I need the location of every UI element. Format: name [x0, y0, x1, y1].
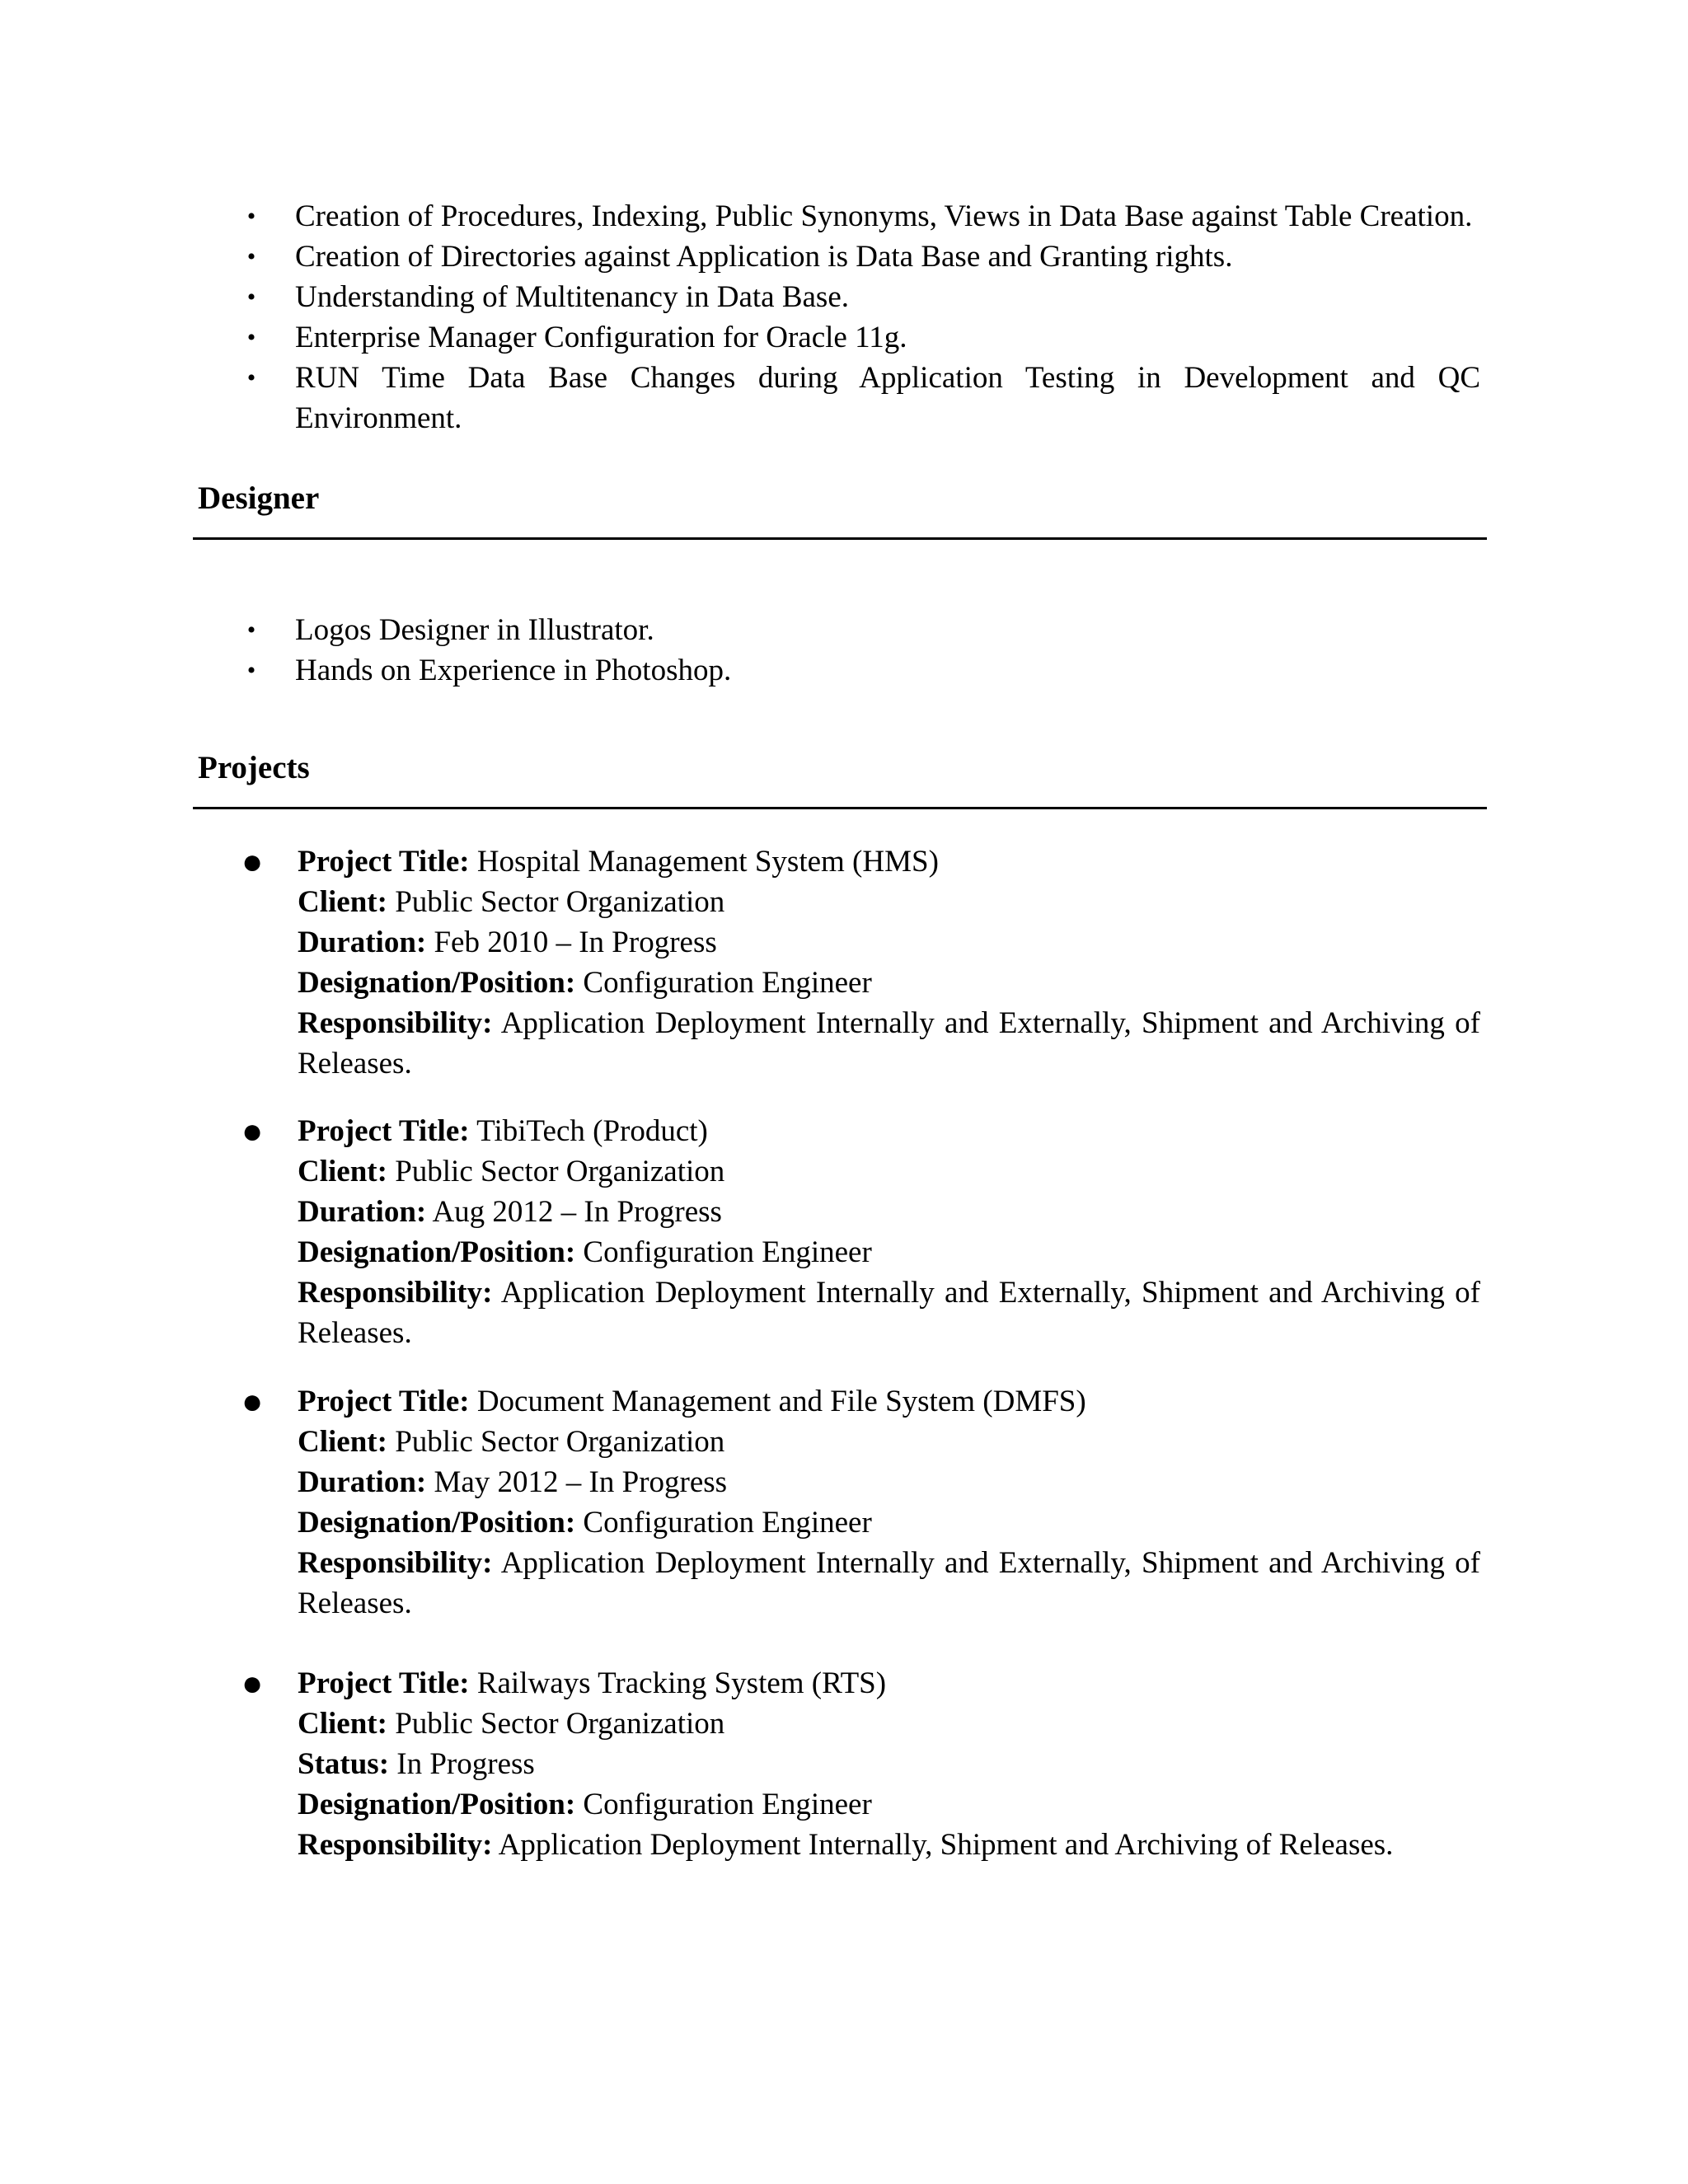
list-item-text: Hands on Experience in Photoshop. [295, 654, 732, 687]
project-title-line [298, 1381, 1480, 1422]
project-title-line [298, 1663, 1480, 1704]
project-designation: Configuration Engineer [583, 1235, 872, 1269]
bullet-icon: • [246, 284, 256, 311]
field-label: Client: [298, 1425, 387, 1459]
bullet-icon: ● [241, 841, 264, 882]
project-title: Document Management and File System (DMFS) [476, 1385, 1086, 1418]
project-designation-line [298, 1784, 1480, 1825]
list-item [0, 237, 1480, 277]
project-details [298, 1381, 1480, 1624]
project-responsibility: Application Deployment Internally and Externally, Shipment and Archiving of Releases. [298, 1546, 1480, 1620]
project-status: In Progress [396, 1747, 535, 1781]
bullet-icon: • [246, 243, 256, 270]
project-client: Public Sector Organization [395, 1707, 725, 1741]
field-label: Responsibility: [298, 1546, 493, 1580]
project-responsibility-line [298, 1825, 1480, 1865]
bullet-icon: ● [241, 1111, 264, 1151]
bullet-icon: ● [241, 1381, 264, 1422]
project-designation: Configuration Engineer [583, 1788, 872, 1821]
project-designation: Configuration Engineer [583, 966, 872, 1000]
project-duration: Aug 2012 – In Progress [432, 1195, 722, 1229]
project-duration: May 2012 – In Progress [434, 1465, 728, 1499]
field-label: Designation/Position: [298, 1235, 576, 1269]
project-status-line [298, 1744, 1480, 1784]
project-client-line [298, 1151, 1480, 1192]
list-item [0, 610, 1480, 650]
project-duration-line [298, 922, 1480, 963]
field-label: Client: [298, 885, 387, 919]
field-label: Responsibility: [298, 1276, 493, 1310]
project-duration: Feb 2010 – In Progress [434, 926, 717, 959]
field-label: Responsibility: [298, 1828, 493, 1862]
project-client: Public Sector Organization [395, 1425, 725, 1459]
field-label: Project Title: [298, 1385, 470, 1418]
project-client-line [298, 1704, 1480, 1744]
project-duration-line [298, 1462, 1480, 1502]
project-details [298, 1663, 1480, 1865]
project-client-line [298, 882, 1480, 922]
bullet-icon: • [246, 616, 256, 644]
field-label: Client: [298, 1155, 387, 1188]
list-item [0, 317, 1480, 358]
field-label: Duration: [298, 1465, 427, 1499]
field-label: Duration: [298, 1195, 427, 1229]
field-label: Project Title: [298, 1114, 470, 1148]
list-item-text: Logos Designer in Illustrator. [295, 613, 654, 647]
project-designation-line [298, 1232, 1480, 1272]
bullet-icon: • [246, 364, 256, 391]
field-label: Designation/Position: [298, 1506, 576, 1540]
project-responsibility: Application Deployment Internally and Externally, Shipment and Archiving of Releases. [298, 1276, 1480, 1350]
project-title-line [298, 1111, 1480, 1151]
section-divider [193, 537, 1487, 540]
list-item-text: RUN Time Data Base Changes during Application Testing in Development and QC Environment. [295, 361, 1480, 435]
project-designation-line [298, 963, 1480, 1003]
project-details [298, 1111, 1480, 1353]
database-skills-list [0, 196, 1480, 438]
project-title: Hospital Management System (HMS) [476, 845, 939, 879]
bullet-icon: • [246, 324, 256, 351]
bullet-icon: • [246, 203, 256, 230]
field-label: Designation/Position: [298, 1788, 576, 1821]
project-client: Public Sector Organization [395, 885, 725, 919]
project-title: Railways Tracking System (RTS) [476, 1666, 887, 1700]
field-label: Duration: [298, 926, 427, 959]
list-item-text: Creation of Procedures, Indexing, Public Synonyms, Views in Data Base against Table Creation. [295, 199, 1473, 233]
project-title: TibiTech (Product) [476, 1114, 708, 1148]
list-item [0, 358, 1480, 438]
project-client-line [298, 1422, 1480, 1462]
list-item-text: Understanding of Multitenancy in Data Base. [295, 280, 849, 314]
project-duration-line [298, 1192, 1480, 1232]
field-label: Client: [298, 1707, 387, 1741]
list-item [0, 196, 1480, 237]
section-divider [193, 807, 1487, 809]
project-responsibility-line [298, 1272, 1480, 1353]
list-item-text: Creation of Directories against Application is Data Base and Granting rights. [295, 240, 1233, 274]
list-item-text: Enterprise Manager Configuration for Oracle 11g. [295, 321, 907, 354]
list-item [0, 650, 1480, 691]
project-designation-line [298, 1502, 1480, 1543]
project-responsibility: Application Deployment Internally and Externally, Shipment and Archiving of Releases. [298, 1006, 1480, 1080]
project-designation: Configuration Engineer [583, 1506, 872, 1540]
field-label: Responsibility: [298, 1006, 493, 1040]
project-title-line [298, 841, 1480, 882]
list-item [0, 277, 1480, 317]
project-responsibility: Application Deployment Internally, Shipment and Archiving of Releases. [498, 1828, 1394, 1862]
projects-section-heading: Projects [198, 750, 310, 785]
designer-section-heading: Designer [198, 480, 320, 516]
project-details [298, 841, 1480, 1084]
bullet-icon: ● [241, 1663, 264, 1704]
project-responsibility-line [298, 1003, 1480, 1084]
bullet-icon: • [246, 657, 256, 684]
field-label: Project Title: [298, 1666, 470, 1700]
project-responsibility-line [298, 1543, 1480, 1624]
designer-skills-list [0, 610, 1480, 691]
field-label: Designation/Position: [298, 966, 576, 1000]
project-client: Public Sector Organization [395, 1155, 725, 1188]
field-label: Project Title: [298, 845, 470, 879]
field-label: Status: [298, 1747, 390, 1781]
